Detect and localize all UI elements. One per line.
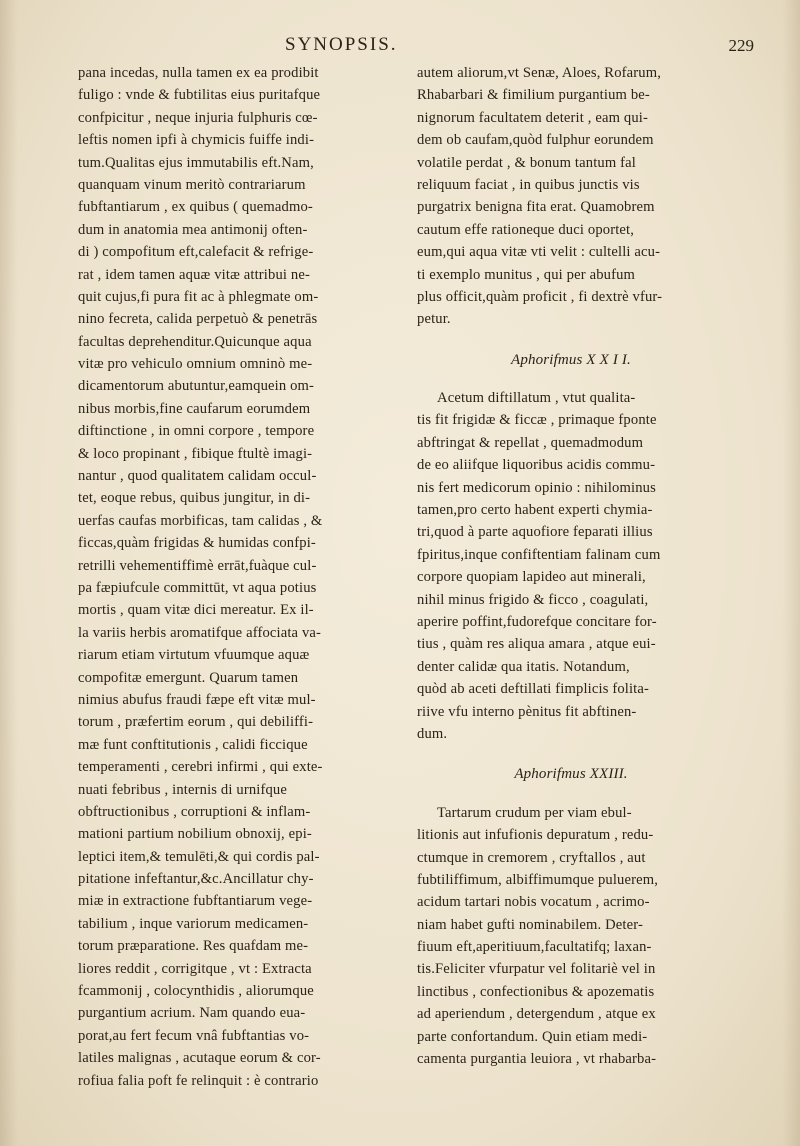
- text-line: pa fæpiufcule committūt, vt aqua potius: [78, 579, 317, 596]
- text-line: mæ funt conftitutionis , calidi ficcique: [78, 736, 308, 753]
- text-line: tet, eoque rebus, quibus jungitur, in di-: [78, 490, 311, 507]
- text-line: fpiritus,inque confiftentiam falinam cum: [417, 546, 661, 563]
- left-text-column: [78, 62, 428, 1092]
- text-line: fcammonij , colocynthidis , aliorumque: [78, 983, 314, 1000]
- header-title: SYNOPSIS.: [285, 34, 398, 55]
- text-line: autem aliorum,vt Senæ, Aloes, Rofarum,: [417, 65, 662, 81]
- text-line: leftis nomen ipfi à chymicis fuiffe indi-: [78, 132, 315, 149]
- text-line: litionis aut infufionis depuratum , redu-: [417, 827, 654, 844]
- text-line: linctibus , confectionibus & apozematis: [417, 983, 655, 1000]
- text-line: nuati febribus , internis di urnifque: [78, 781, 288, 798]
- text-line: liores reddit , corrigitque , vt : Extracta: [78, 960, 312, 977]
- text-line: facultas deprehenditur.Quicunque aqua: [78, 333, 312, 350]
- text-line: volatile perdat , & bonum tantum fal: [417, 154, 636, 171]
- aphorism-23-heading: Aphorifmus XXIII.: [514, 766, 628, 783]
- text-line: fubtiliffimum, albiffimumque puluerem,: [417, 871, 659, 888]
- text-line: fubftantiarum , ex quibus ( quemadmo-: [78, 199, 313, 216]
- text-line: nihil minus frigido & ficco , coagulati,: [417, 591, 649, 608]
- text-line: fiuum eft,aperitiuum,facultatifq; laxan-: [417, 939, 652, 956]
- text-line: quòd ab aceti deftillati fimplicis folita-: [417, 681, 650, 698]
- text-line: reliquum faciat , in quibus junctis vis: [417, 176, 640, 193]
- text-line: eum,qui aqua vitæ vti velit : cultelli acu-: [417, 244, 661, 261]
- text-line: aperire poffint,fudorefque concitare for-: [417, 614, 657, 630]
- text-line: pitatione infeftantur,&c.Ancillatur chy-: [78, 871, 314, 888]
- page-number: 229: [728, 36, 754, 55]
- text-line: retrilli vehementiffimè errāt,fuàque cul-: [78, 557, 317, 574]
- text-line: quanquam vinum meritò contrariarum: [78, 176, 306, 193]
- text-line: di ) compofitum eft,calefacit & refrige-: [78, 244, 314, 261]
- text-line: & loco propinant , fibique ftultè imagi-: [78, 445, 313, 462]
- text-line: mationi partium nobilium obnoxij, epi-: [78, 826, 312, 843]
- text-line: abftringat & repellat , quemadmodum: [417, 434, 644, 451]
- text-line: dum in anatomia mea antimonij often-: [78, 221, 308, 238]
- aphorism-22-heading: Aphorifmus X X I I.: [511, 351, 631, 368]
- text-line: obftructionibus , corruptioni & inflam-: [78, 803, 311, 820]
- left-edge-shadow: [0, 0, 18, 1146]
- text-line: ad aperiendum , detergendum , atque ex: [417, 1006, 656, 1023]
- text-line: fuligo : vnde & fubtilitas eius puritafque: [78, 87, 321, 104]
- text-line: tum.Qualitas ejus immutabilis eft.Nam,: [78, 154, 314, 171]
- text-line: denter calidæ qua itatis. Notandum,: [417, 658, 630, 675]
- text-line: corpore quopiam lapideo aut minerali,: [417, 569, 646, 586]
- text-line: quit cujus,fi pura fit ac à phlegmate om-: [78, 288, 319, 305]
- text-line: la variis herbis aromatifque affociata va-: [78, 624, 322, 641]
- text-line: vitæ pro vehiculo omnium omninò me-: [78, 356, 313, 373]
- text-line: porat,au fert fecum vnâ fubftantias vo-: [78, 1027, 310, 1044]
- text-line: diftinctione , in omni corpore , tempore: [78, 423, 315, 440]
- text-line: purgantium acrium. Nam quando eua-: [78, 1005, 306, 1022]
- text-line: rat , idem tamen aquæ vitæ attribui ne-: [78, 266, 310, 283]
- text-line: riive vfu interno pènitus fit abftinen-: [417, 703, 637, 720]
- text-line: nantur , quod qualitatem calidam occul-: [78, 468, 317, 485]
- text-line: dicamentorum abutuntur,eamquein om-: [78, 378, 315, 395]
- text-line: nis fert medicorum opinio : nihilominus: [417, 479, 656, 496]
- text-line: mortis , quam vitæ dici mereatur. Ex il-: [78, 602, 314, 619]
- text-line: latiles malignas , acutaque eorum & cor-: [78, 1050, 321, 1067]
- text-line: tis fit frigidæ & ficcæ , primaque fponte: [417, 412, 657, 429]
- text-line: Tartarum crudum per viam ebul-: [437, 804, 632, 821]
- text-line: nino fecreta, calida perpetuò & penetrās: [78, 311, 318, 328]
- text-line: niam habet gufti nominabilem. Deter-: [417, 916, 643, 933]
- text-line: torum , præfertim eorum , qui debiliffi-: [78, 714, 314, 731]
- text-line: riarum etiam virtutum vfuumque aquæ: [78, 647, 310, 664]
- text-line: leptici item,& temulēti,& qui cordis pal-: [78, 848, 320, 865]
- text-line: camenta purgantia leuiora , vt rhabarba-: [417, 1051, 657, 1068]
- text-line: purgatrix benigna fita erat. Quamobrem: [417, 199, 655, 216]
- text-line: tabilium , inque variorum medicamen-: [78, 915, 309, 932]
- text-line: plus officit,quàm proficit , fi dextrè vfur-: [417, 288, 663, 305]
- text-line: dem ob caufam,quòd fulphur eorundem: [417, 132, 654, 149]
- text-line: ctumque in cremorem , cryftallos , aut: [417, 849, 646, 866]
- text-line: nignorum facultatem deterit , eam qui-: [417, 109, 649, 126]
- running-header: [0, 34, 800, 64]
- text-line: rofiua falia poft fe relinquit : è contrario: [78, 1072, 319, 1089]
- text-line: miæ in extractione fubftantiarum vege-: [78, 893, 313, 910]
- text-line: de eo aliifque liquoribus acidis commu-: [417, 457, 656, 474]
- right-text-column: [417, 62, 775, 1070]
- text-line: ti exemplo munitus , qui per abufum: [417, 266, 636, 283]
- text-line: tri,quod à parte aquofiore feparati illius: [417, 524, 653, 541]
- text-line: Rhabarbari & fimilium purgantium be-: [417, 87, 650, 104]
- text-line: uerfas caufas morbificas, tam calidas , &: [78, 512, 323, 529]
- text-line: nibus morbis,fine caufarum eorumdem: [78, 400, 311, 417]
- text-line: dum.: [417, 725, 448, 742]
- text-line: compofitæ emergunt. Quarum tamen: [78, 669, 299, 686]
- text-line: parte confortandum. Quin etiam medi-: [417, 1028, 648, 1045]
- aphorism-22-text: [417, 387, 775, 745]
- text-line: acidum tartari nobis vocatum , acrimo-: [417, 894, 650, 911]
- aphorism-23-text: [417, 802, 775, 1071]
- text-line: Acetum diftillatum , vtut qualita-: [437, 390, 636, 407]
- text-line: petur.: [417, 311, 451, 328]
- text-line: pana incedas, nulla tamen ex ea prodibit: [78, 65, 319, 81]
- right-edge-shadow: [782, 0, 800, 1146]
- text-line: tamen,pro certo habent experti chymia-: [417, 502, 653, 519]
- text-line: cautum effe rationeque duci oportet,: [417, 221, 635, 238]
- text-line: nimius abufus fraudi fæpe eft vitæ mul-: [78, 691, 316, 708]
- intro-paragraph: [417, 62, 775, 331]
- text-line: torum præparatione. Res quafdam me-: [78, 938, 309, 955]
- text-line: ficcas,quàm frigidas & humidas confpi-: [78, 535, 316, 552]
- text-line: tis.Feliciter vfurpatur vel folitariè vel in: [417, 961, 656, 978]
- text-line: temperamenti , cerebri infirmi , qui exte-: [78, 759, 323, 776]
- text-line: tius , quàm res aliqua amara , atque eui-: [417, 636, 656, 653]
- text-line: confpicitur , neque injuria fulphuris cœ-: [78, 109, 318, 126]
